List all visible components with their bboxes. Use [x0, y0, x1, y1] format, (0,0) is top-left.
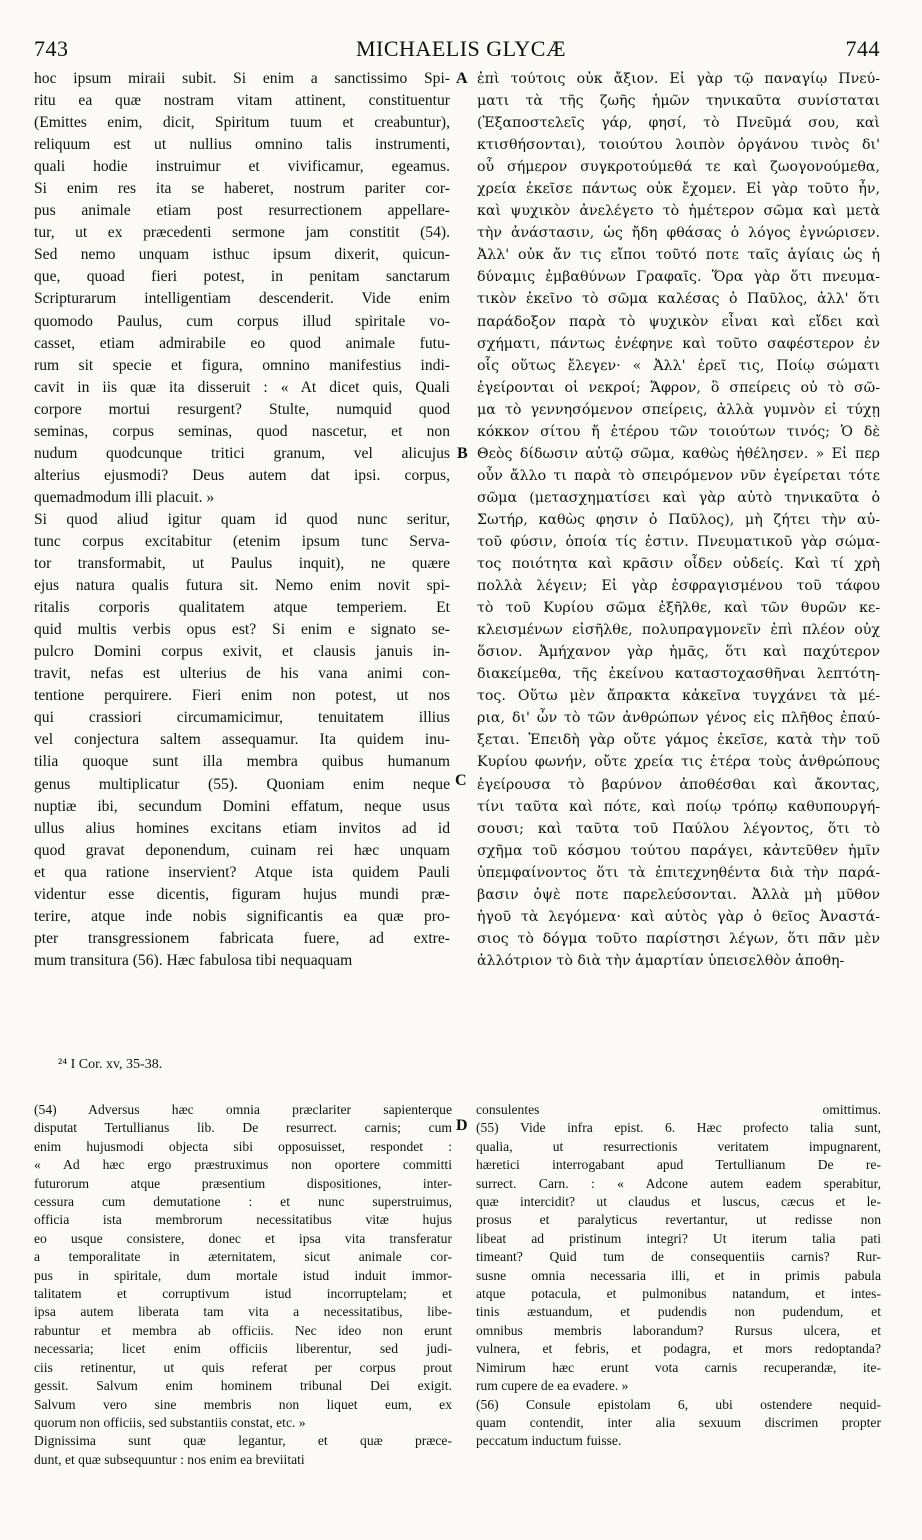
page-number-right: 744 — [845, 36, 880, 61]
scripture-reference: ²⁴ I Cor. xv, 35-38. — [58, 1057, 163, 1072]
text-line: quid multis verbis opus est? Si enim e signato se- — [34, 621, 450, 639]
text-line: rum cupere de ea evadere. » — [476, 1378, 629, 1394]
margin-letter-a: A — [456, 70, 468, 87]
text-line: surrect. Carn. : « Adcone autem eadem sperabitur, — [476, 1175, 881, 1191]
text-line: κτισθήσονται), τοιούτου λοιπὸν ὀργάνου τινὸς δι' — [477, 137, 880, 154]
text-line: (54) Adversus hæc omnia præclariter sapienterque — [34, 1102, 452, 1117]
text-line: cavit in iis quæ ita disseruit : « At dicet quis, Quali — [34, 378, 450, 396]
text-line: disputat Tertullianus lib. De resurrect. carnis; cum — [34, 1120, 452, 1136]
text-line: travit, nefas est ulterius de his vana animi con- — [34, 665, 450, 683]
text-line: videntur esse dicentis, figuram hujus mundi præ- — [34, 885, 450, 903]
text-line: Ἀλλ' οὐκ ἄν τις εἴποι τοῦτό ποτε ταῖς ἁγίαις ὡς ἡ — [477, 247, 880, 264]
latin-column — [34, 68, 450, 972]
text-line: officia ista membrorum necessitatibus vitæ hujus — [34, 1212, 452, 1228]
text-line: μα τὸ γεννησόμενον σπείρεις, ἀλλὰ γυμνὸν εἰ τύχῃ — [477, 401, 880, 418]
text-line: ρια, δι' ὧν τὸ τῶν ἀνθρώπων γένος εἰς πλῆθος ἐπαύ- — [477, 710, 880, 727]
text-line: σχήματι, πάντως ἐνέφηνε καὶ τοῦτο σαφέστερον ἐν — [477, 335, 880, 352]
text-line: τος. Οὕτω μὲν ἄπρακτα κἀκεῖνα τυγχάνει τὰ μέ- — [477, 688, 880, 705]
text-line: hoc ipsum miraii subit. Si enim a sanctissimo Spi- — [34, 70, 450, 87]
text-line: Nimirum hæc erunt vota carnis recuperandæ, ite- — [476, 1359, 881, 1375]
text-line: enim hujusmodi objecta sibi opposuisset, respondet : — [34, 1138, 452, 1154]
text-line: καὶ ψυχικὸν ἀνελέγετο τὸ ἡμέτερον σῶμα καὶ μετὰ — [477, 203, 880, 220]
text-line: tinis æstuandum, et pudendis non pudendum, et — [476, 1304, 881, 1320]
text-line: σχῆμα τοῦ κόσμου τούτου παράγει, κἀντεῦθεν ἡμῖν — [477, 842, 880, 859]
text-line: vel conjectura saltem assequamur. Ita quidem inu- — [34, 731, 450, 749]
text-line: pus animale etiam post resurrectionem appellare- — [34, 202, 450, 220]
text-line: ciis retinentur, ut quis referat per corpus prout — [34, 1359, 452, 1375]
text-line: Sed nemo unquam isthuc ipsum dixerit, quicun- — [34, 246, 450, 264]
text-line: timeant? Quid tum de consequentiis carnis? Rur- — [476, 1249, 881, 1265]
text-line: ἐπὶ τούτοις οὐκ ἄξιον. Εἰ γὰρ τῷ παναγίῳ Πνεύ- — [477, 71, 880, 87]
text-line: tentione perquirere. Fieri enim non potest, ut nos — [34, 687, 450, 705]
text-line: σουσι; καὶ ταῦτα τοῦ Παύλου λέγοντος, ὅτι τὸ — [477, 820, 880, 837]
text-line: consulentes omittimus. — [476, 1102, 881, 1117]
text-line: et qua ratione inservient? Atque ista quidem Pauli — [34, 863, 450, 881]
text-line: libeat ad pristinum integri? Ut iterum talia pati — [476, 1230, 881, 1246]
text-line: σῶμα (μετασχηματίσει καὶ γὰρ αὐτὸ τηνικαῦτα ὁ — [477, 489, 880, 506]
text-line: (Emittes enim, dicit, Spiritum tuum et creabuntur), — [34, 114, 450, 132]
text-line: quali hodie instruimur et vivificamur, egeamus. — [34, 158, 450, 176]
text-line: dunt, et quæ subsequuntur : nos enim ea breviitati — [34, 1451, 305, 1467]
footnotes-left — [34, 1101, 452, 1469]
text-line: pus in spiritale, dum mortale istud induit immor- — [34, 1267, 452, 1283]
footnotes-right — [476, 1101, 881, 1451]
text-line: (56) Consule epistolam 6, ubi ostendere nequid- — [476, 1396, 881, 1412]
text-line: ἡγοῦ τὰ λεγόμενα· καὶ αὐτὸς γὰρ ὁ θεῖος Ἀναστά- — [477, 908, 880, 925]
text-line: tor transformabit, ut Paulus inquit), ne quære — [34, 555, 450, 573]
text-line: βασιν ὀψὲ ποτε παρελεύσονται. Ἀλλὰ μὴ μῦθον — [477, 886, 880, 903]
text-line: quemadmodum illi placuit. » — [34, 488, 215, 506]
text-line: nudum quodcunque tritici granum, vel alicujus — [34, 444, 450, 462]
text-line: cessura cum demutatione : et nunc superstruimus, — [34, 1194, 452, 1210]
text-line: quod gravat deponendum, cuinam rei hæc unquam — [34, 841, 450, 859]
text-line: οὗ σήμερον συγκροτούμεθά τε καὶ ζωογονούμεθα, — [477, 159, 880, 176]
text-line: ἐγείρουσα τὸ βαρύνον ἀποθέσθαι καὶ ἄκοντας, — [477, 776, 880, 793]
text-line: ἀλλότριον τὸ διὰ τὴν ἁμαρτίαν ὑπεισελθὸν ἀποθη- — [477, 952, 845, 969]
text-line: οὖν ἄλλο τι παρὰ τὸ σπειρόμενον νῦν ἐγείρεται τότε — [477, 467, 880, 484]
text-line: susne omnia necessaria illi, et in primis pabula — [476, 1267, 881, 1283]
text-line: qui crassiori circumamicimur, tenuitatem illius — [34, 709, 450, 727]
text-line: prosus et paralyticus revertantur, ut redisse non — [476, 1212, 881, 1228]
text-line: talitatem et corruptivum istud incorruptelam; et — [34, 1286, 452, 1302]
text-line: ξεται. Ἐπειδὴ γὰρ οὔτε γάμος ἐκεῖσε, κατὰ τὴν τοῦ — [477, 732, 880, 749]
running-header — [0, 36, 922, 66]
text-line: τίνι ταῦτα καὶ πότε, καὶ ποίῳ τρόπῳ καθυπουργή- — [477, 798, 880, 815]
text-line: quorum non officiis, sed substantiis constat, etc. » — [34, 1414, 306, 1430]
text-line: ὑπεμφαίνοντος ὅτι τὰ ἐπιτεχνηθέντα διὰ τὴν παρά- — [477, 864, 880, 881]
text-line: τικὸν ἐκεῖνο τὸ σῶμα καλέσας ὁ Παῦλος, ἀλλ' ὅτι — [477, 291, 880, 308]
text-line: τος ποιότητα καὶ κρᾶσιν οἶδεν οὐδείς. Καὶ τί χρὴ — [477, 556, 880, 573]
text-line: alterius ejusmodi? Deus autem dat ipsi. corpus, — [34, 466, 450, 484]
text-line: Si quod aliud igitur quam id quod nunc seritur, — [34, 510, 450, 528]
text-line: ullus alius homines excitans etiam invitos ad id — [34, 819, 450, 837]
text-line: nuptiæ ibi, secundum Domini effatum, neque usus — [34, 797, 450, 815]
page-number-left: 743 — [34, 36, 69, 61]
text-line: ritu ea quæ nostram vitam attinent, constituentur — [34, 92, 450, 110]
text-line: τὴν ἀνάστασιν, ὡς ἤδη φθάσας ὁ λόγος ἐγνώρισεν. — [477, 225, 880, 242]
text-line: reliquum est ut nullius omnino talis instrumenti, — [34, 136, 450, 154]
text-line: seminas, corpus seminas, quod nascetur, et non — [34, 422, 450, 440]
text-line: tilia quoque sunt illa membra quibus humanum — [34, 753, 450, 771]
text-line: casset, etiam admirabile eo quod animale futu- — [34, 334, 450, 352]
text-line: (Ἐξαποστελεῖς γάρ, φησί, τὸ Πνεῦμά σου, καὶ — [477, 115, 880, 132]
text-line: atque potacula, et pulmonibus natandum, et intes- — [476, 1286, 881, 1302]
text-line: Dignissima sunt quæ legantur, et quæ præce- — [34, 1433, 452, 1449]
running-title: MICHAELIS GLYCÆ — [355, 36, 567, 61]
text-line: χρεία ἐκεῖσε πάντως οὐκ ἔχομεν. Εἰ γὰρ τοῦτο ἦν, — [477, 181, 880, 198]
text-line: οἷς οὕτως ἔλεγεν· « Ἀλλ' ἐρεῖ τις, Ποίῳ σώματι — [477, 357, 880, 374]
text-line: eo usque consistere, donec et ipsa vita transferatur — [34, 1230, 452, 1246]
text-line: Σωτήρ, καθὼς φησιν ὁ Παῦλος), μὴ ζήτει τὴν αὐ- — [477, 511, 880, 528]
text-line: Scripturarum intelligentiam descenderit. Vide enim — [34, 290, 450, 308]
text-line: ὅσιον. Ἀμήχανον γὰρ ἡμᾶς, ὅτι καὶ παχύτερον — [477, 644, 880, 661]
text-line: quomodo Paulus, cum corpus illud spiritale vo- — [34, 312, 450, 330]
text-line: que, quoad fieri potest, in penitam sanctarum — [34, 268, 450, 286]
text-line: τὸ τοῦ Κυρίου σῶμα ἐξῆλθε, καὶ τῶν θυρῶν κε- — [477, 600, 880, 617]
margin-letter-c: C — [455, 772, 467, 789]
text-line: omnibus membris laborandum? Rursus ulcera, et — [476, 1322, 881, 1338]
text-line: quæ intercidit? ut claudus et luscus, cæcus et le- — [476, 1194, 881, 1210]
text-line: rum sit specie et figura, omnino manifestius indi- — [34, 356, 450, 374]
text-line: παράδοξον παρὰ τὸ ψυχικὸν εἶναι καὶ εἴδει καὶ — [477, 313, 880, 330]
text-line: pulcro Domini corpus exivit, et clausis januis in- — [34, 643, 450, 661]
text-line: futurorum atque præsentium dispositiones, inter- — [34, 1175, 452, 1191]
text-line: διακείμεθα, τῆς ἐκείνου καταστοχασθῆναι λεπτότη- — [477, 666, 880, 683]
text-line: hæretici interrogabant apud Tertullianum De re- — [476, 1157, 881, 1173]
text-line: tunc corpus excitabitur (etenim ipsum tunc Serva- — [34, 532, 450, 550]
text-line: ipsa autem liberata tam vita a necessitatibus, libe- — [34, 1304, 452, 1320]
text-line: ματι τὰ τῆς ζωῆς ἡμῶν τηνικαῦτα συνίσταται — [477, 93, 880, 110]
text-line: tur, ut ex præcedenti sermone jam constitit (54). — [34, 224, 450, 242]
text-line: mum transitura (56). Hæc fabulosa tibi nequaquam — [34, 951, 353, 969]
text-line: Si enim res ita se haberet, nostrum pariter cor- — [34, 180, 450, 198]
margin-letter-b: B — [457, 445, 468, 462]
text-line: pter transgressionem fabricata fuere, ad extre- — [34, 929, 450, 947]
text-line: πολλὰ λέγειν; Εἰ γὰρ ἐσφραγισμένου τοῦ τάφου — [477, 578, 880, 595]
text-line: necessaria; licet enim officiis liberentur, sed judi- — [34, 1341, 452, 1357]
text-line: ritalis corporis qualitatem atque temperiem. Et — [34, 599, 450, 617]
text-line: κόκκον σίτου ἤ ἑτέρου τῶν τοιούτων τινός; Ὁ δὲ — [477, 423, 880, 440]
text-line: peccatum inductum fuisse. — [476, 1433, 622, 1449]
text-line: τοῦ φύσιν, ὁποία τίς ἐστιν. Πνευματικοῦ γὰρ σώμα- — [477, 533, 880, 550]
text-line: (55) Vide infra epist. 6. Hæc profecto talia sunt, — [476, 1120, 881, 1136]
text-line: gessit. Salvum enim hominem tribunal Dei exigit. — [34, 1378, 452, 1394]
text-line: ejus natura qualis futura sit. Nemo enim novit spi- — [34, 577, 450, 595]
text-line: « Ad hæc ergo præstruximus non oportere committi — [34, 1157, 452, 1173]
text-line: quam contendit, inter alia sexuum discrimen propter — [476, 1414, 881, 1430]
text-line: corpore mortui resurgent? Stulte, numquid quod — [34, 400, 450, 418]
text-line: κλεισμένων εἰσῆλθε, πολυπραγμονεῖν ἐπὶ πλέον οὐχ — [477, 622, 880, 639]
text-line: genus multiplicatur (55). Quoniam enim neque — [34, 775, 450, 793]
text-line: terire, atque inde nobis significantis ea quæ pro- — [34, 907, 450, 925]
greek-column — [477, 68, 880, 972]
text-line: qualia, ut resurrectionis veritatem impugnarent, — [476, 1138, 881, 1154]
text-line: a temporalitate in æternitatem, sicut animale cor- — [34, 1249, 452, 1265]
text-line: σιος τὸ δόγμα τοῦτο παρίστησι λέγων, ὅτι πᾶν μὲν — [477, 930, 880, 947]
margin-letter-d: D — [456, 1117, 468, 1134]
text-line: vulnera, et febris, et podagra, et mors redoptanda? — [476, 1341, 881, 1357]
text-line: Κυρίου φωνήν, οὔτε χρεία τις ἑτέρα τοὺς ἀνθρώπους — [477, 754, 880, 771]
text-line: Θεὸς δίδωσιν αὐτῷ σῶμα, καθὼς ἠθέλησεν. » Εἰ περ — [477, 445, 880, 462]
text-line: rabuntur et membra ab officiis. Nec ideo non erunt — [34, 1322, 452, 1338]
text-line: Salvum vero sine membris non liquet eum, ex — [34, 1396, 452, 1412]
text-line: ἐγείρονται οἱ νεκροί; Ἄφρον, ὃ σπείρεις οὐ τὸ σῶ- — [477, 379, 880, 396]
text-line: δύναμις ἐμβαθύνων Γραφαῖς. Ὅρα γὰρ ὅτι πνευμα- — [477, 269, 880, 286]
